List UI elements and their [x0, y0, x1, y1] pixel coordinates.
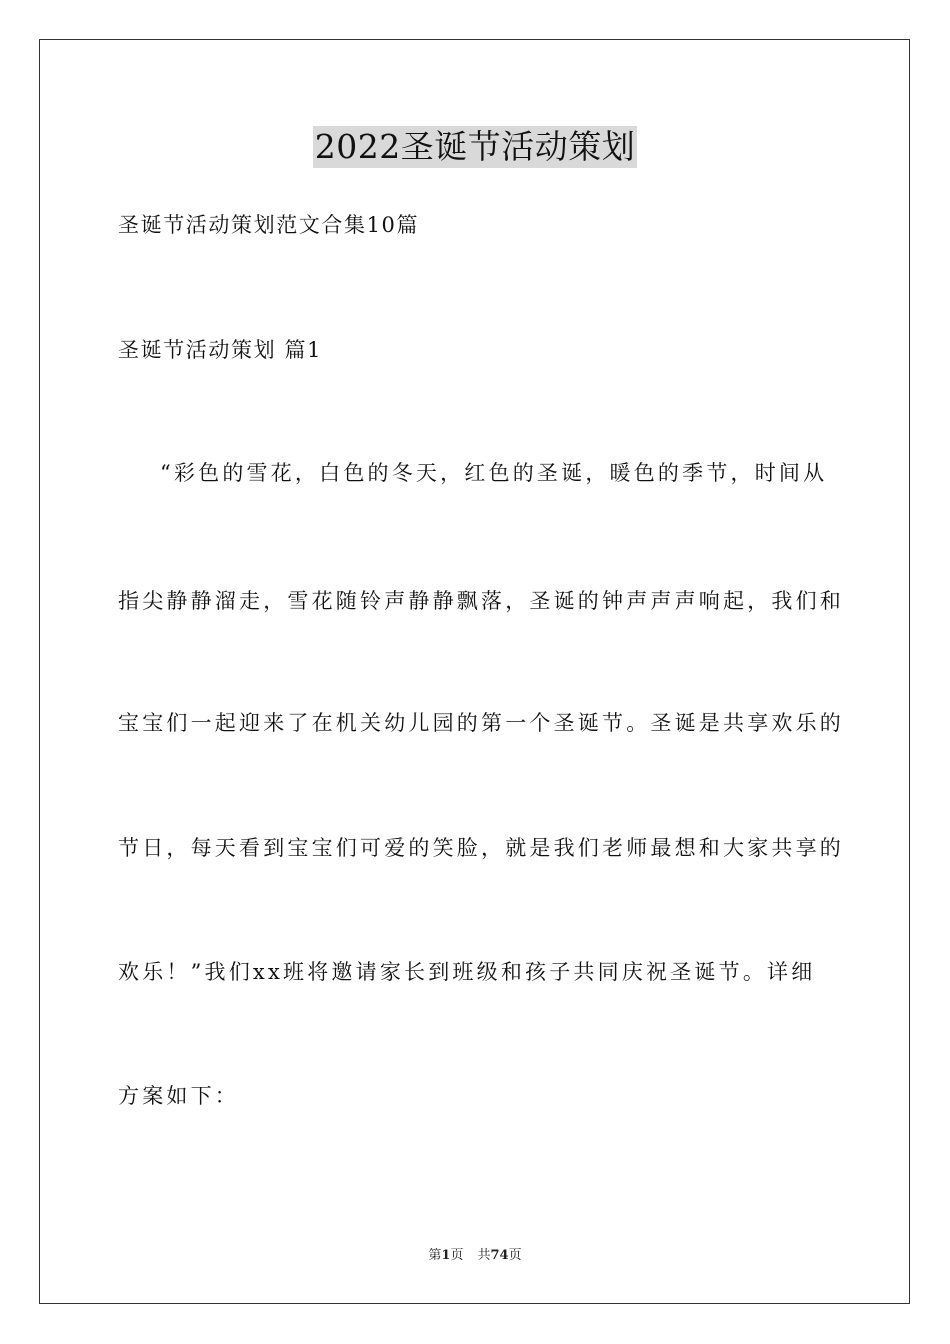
- footer-page-current: 1: [441, 1248, 451, 1263]
- section-heading: 圣诞节活动策划 篇1: [118, 338, 323, 362]
- paragraph-line: “彩色的雪花，白色的冬天，红色的圣诞，暖色的季节，时间从: [160, 461, 828, 485]
- paragraph-line: 宝宝们一起迎来了在机关幼儿园的第一个圣诞节。圣诞是共享欢乐的: [118, 711, 844, 735]
- paragraph-line: 方案如下：: [118, 1084, 239, 1108]
- page-footer: [0, 1247, 950, 1265]
- document-subtitle: 圣诞节活动策划范文合集10篇: [118, 213, 420, 237]
- paragraph-line: 欢乐！”我们xx班将邀请家长到班级和孩子共同庆祝圣诞节。详细: [118, 960, 816, 984]
- paragraph-line: 节日，每天看到宝宝们可爱的笑脸，就是我们老师最想和大家共享的: [118, 836, 844, 860]
- footer-total-prefix: 共: [477, 1248, 491, 1263]
- footer-page-suffix: 页: [450, 1248, 464, 1263]
- document-title: 2022圣诞节活动策划: [314, 127, 636, 166]
- paragraph-line: 指尖静静溜走，雪花随铃声静静飘落，圣诞的钟声声声响起，我们和: [118, 589, 844, 613]
- footer-total-suffix: 页: [508, 1248, 522, 1263]
- footer-page-total: 74: [490, 1248, 509, 1263]
- title-container: [0, 126, 950, 168]
- footer-page-prefix: 第: [428, 1248, 442, 1263]
